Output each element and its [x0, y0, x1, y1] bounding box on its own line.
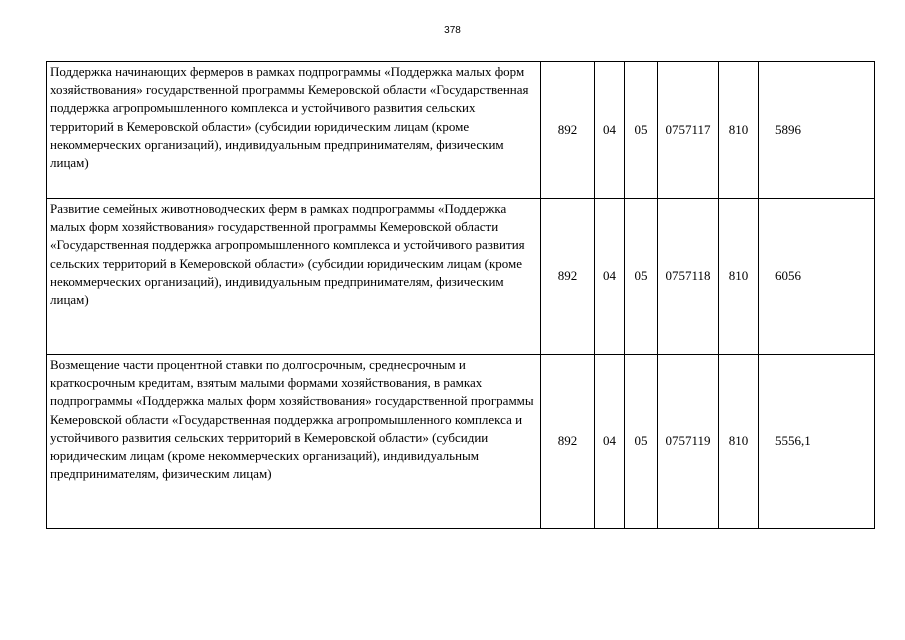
page-number: 378: [444, 25, 461, 36]
section-code-cell: 04: [595, 199, 625, 355]
subsection-code-cell: 05: [625, 355, 658, 529]
table-row: [47, 199, 875, 355]
expense-type-cell: 810: [719, 199, 759, 355]
grbs-code-cell: 892: [541, 199, 595, 355]
grbs-code-cell: 892: [541, 62, 595, 199]
target-article-cell: 0757118: [658, 199, 719, 355]
description-cell: Поддержка начинающих фермеров в рамках подпрограммы «Поддержка малых форм хозяйствования» государственной программы Кемеровской области «Государственная поддержка агропромышленного комплекса и устойчивого развития сельских территорий в Кемеровской области» (субсидии юридическим лицам (кроме некоммерческих организаций), индивидуальным предпринимателям, физическим лицам): [47, 62, 541, 199]
subsection-code-cell: 05: [625, 199, 658, 355]
expense-type-cell: 810: [719, 355, 759, 529]
amount-cell: 5896: [759, 62, 875, 199]
table-row: [47, 355, 875, 529]
table-row: [47, 62, 875, 199]
amount-cell: 5556,1: [759, 355, 875, 529]
target-article-cell: 0757117: [658, 62, 719, 199]
subsection-code-cell: 05: [625, 62, 658, 199]
amount-cell: 6056: [759, 199, 875, 355]
budget-table: [46, 61, 875, 529]
section-code-cell: 04: [595, 355, 625, 529]
section-code-cell: 04: [595, 62, 625, 199]
description-cell: Развитие семейных животноводческих ферм в рамках подпрограммы «Поддержка малых форм хозяйствования» государственной программы Кемеровской области «Государственная поддержка агропромышленного комплекса и устойчивого развития сельских территорий в Кемеровской области» (субсидии юридическим лицам (кроме некоммерческих организаций), индивидуальным предпринимателям, физическим лицам): [47, 199, 541, 355]
expense-type-cell: 810: [719, 62, 759, 199]
grbs-code-cell: 892: [541, 355, 595, 529]
description-cell: Возмещение части процентной ставки по долгосрочным, среднесрочным и краткосрочным кредитам, взятым малыми формами хозяйствования, в рамках подпрограммы «Поддержка малых форм хозяйствования» государственной программы Кемеровской области «Государственная поддержка агропромышленного комплекса и устойчивого развития сельских территорий в Кемеровской области» (субсидии юридическим лицам (кроме некоммерческих организаций), индивидуальным предпринимателям, физическим лицам): [47, 355, 541, 529]
target-article-cell: 0757119: [658, 355, 719, 529]
